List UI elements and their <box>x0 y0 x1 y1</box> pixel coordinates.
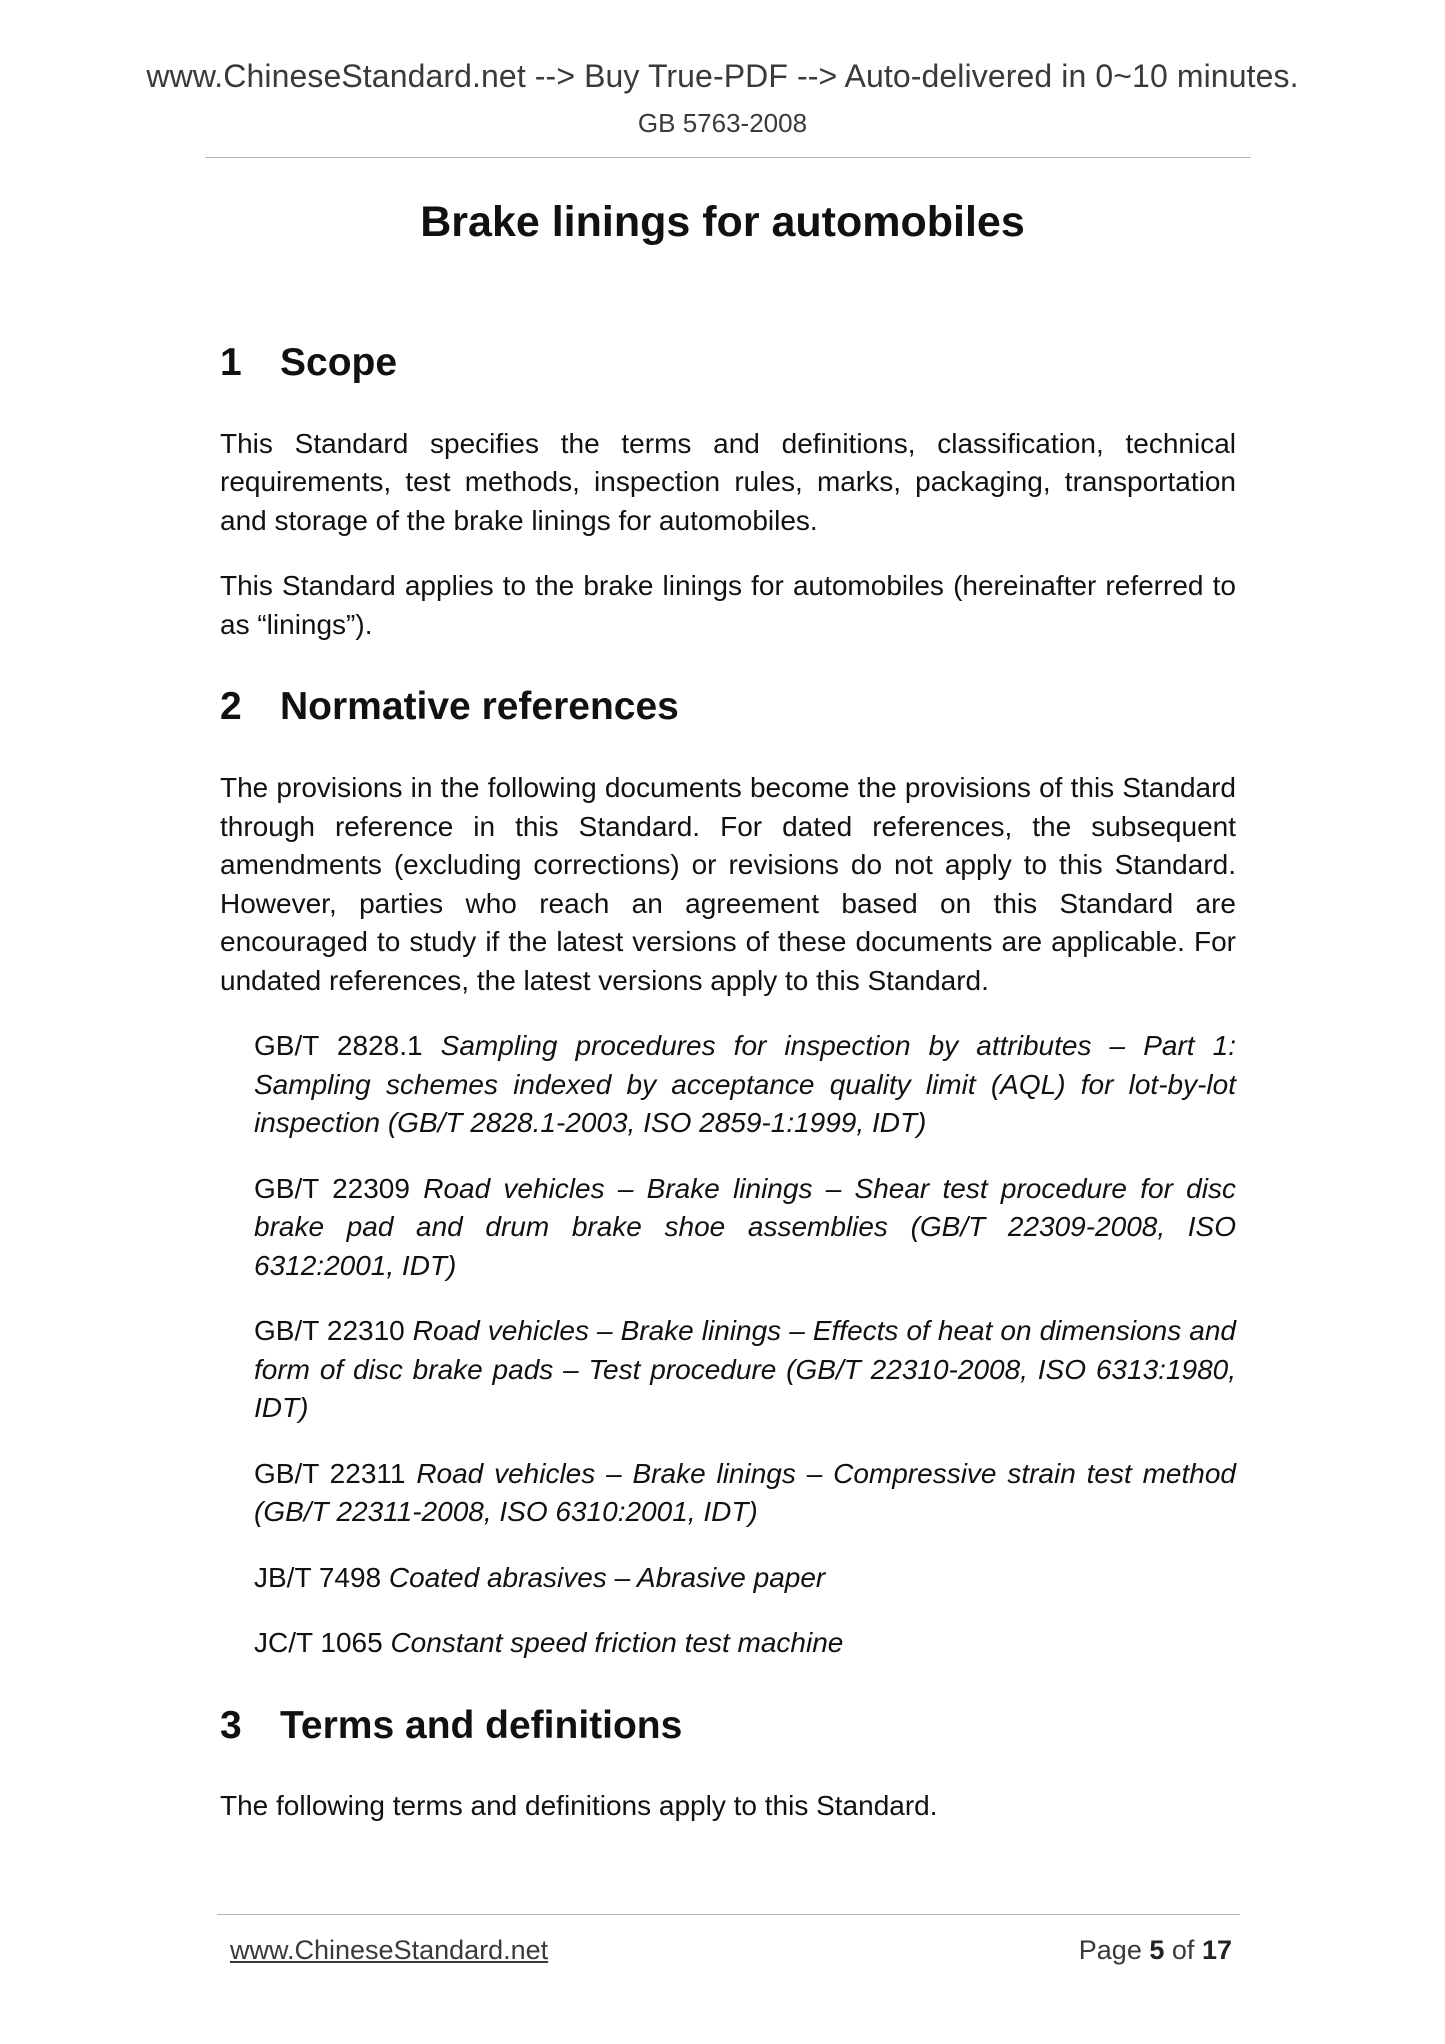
reference-title: Road vehicles – Brake linings – Effects of heat on dimensions and form of disc brake pads – Test procedure (GB/T 22310-2008, ISO 6313:1980, IDT) <box>254 1315 1236 1424</box>
page-current: 5 <box>1149 1935 1165 1965</box>
reference-title: Road vehicles – Brake linings – Compressive strain test method (GB/T 22311-2008, ISO 6310:2001, IDT) <box>254 1457 1236 1528</box>
section-number: 1 <box>220 341 242 384</box>
references-intro-paragraph: The provisions in the following documents become the provisions of this Standard through reference in this Standard. For dated references, the subsequent amendments (excluding corrections) or revisions do not apply to this Standard. However, parties who reach an agreement based on this Standard are encouraged to study if the latest versions of these documents are applicable. For undated references, the latest versions apply to this Standard. <box>220 772 1236 996</box>
header-divider <box>205 157 1251 158</box>
page-total: 17 <box>1201 1935 1232 1965</box>
reference-code: GB/T 2828.1 <box>254 1030 423 1062</box>
reference-item <box>254 1027 1236 1143</box>
reference-code: JB/T 7498 <box>254 1561 382 1593</box>
reference-title: Road vehicles – Brake linings – Shear test procedure for disc brake pad and drum brake shoe assemblies (GB/T 22309-2008, ISO 6312:2001, IDT) <box>254 1172 1236 1281</box>
section-title: Terms and definitions <box>280 1703 683 1747</box>
section-number: 3 <box>220 1703 242 1747</box>
reference-code: GB/T 22311 <box>254 1457 406 1489</box>
header-doc-code: GB 5763-2008 <box>637 108 808 138</box>
reference-item <box>254 1624 1236 1663</box>
document-title: Brake linings for automobiles <box>420 198 1025 246</box>
section-title: Scope <box>280 341 398 384</box>
terms-intro-paragraph: The following terms and definitions apply to this Standard. <box>220 1790 938 1822</box>
footer-divider <box>217 1914 1240 1915</box>
document-body <box>220 340 1236 1826</box>
scope-paragraph-1: This Standard specifies the terms and definitions, classification, technical requirements, test methods, inspection rules, marks, packaging, transportation and storage of the brake linings for automobiles. <box>220 427 1236 536</box>
section-title: Normative references <box>280 685 679 729</box>
reference-item <box>254 1312 1236 1428</box>
reference-item <box>254 1455 1236 1532</box>
reference-title: Sampling procedures for inspection by attributes – Part 1: Sampling schemes indexed by acceptance quality limit (AQL) for lot-by-lot inspection (GB/T 2828.1-2003, ISO 2859-1:1999, IDT) <box>254 1030 1236 1139</box>
section-number: 2 <box>220 685 242 729</box>
reference-code: GB/T 22309 <box>254 1172 410 1204</box>
reference-title: Constant speed friction test machine <box>390 1627 844 1659</box>
footer-website-link[interactable]: www.ChineseStandard.net <box>230 1935 549 1965</box>
reference-code: JC/T 1065 <box>254 1627 383 1659</box>
reference-code: GB/T 22310 <box>254 1315 405 1347</box>
reference-item <box>254 1559 1236 1598</box>
section-2-heading <box>220 684 1236 731</box>
header-banner[interactable]: www.ChineseStandard.net --> Buy True-PDF --> Auto-delivered in 0~10 minutes. <box>146 58 1299 94</box>
scope-paragraph-2: This Standard applies to the brake linings for automobiles (hereinafter referred to as “linings”). <box>220 570 1236 640</box>
section-1-heading <box>220 340 1236 387</box>
section-3-heading <box>220 1703 1236 1750</box>
reference-item <box>254 1170 1236 1286</box>
page-word: Page <box>1078 1935 1142 1965</box>
reference-title: Coated abrasives – Abrasive paper <box>388 1561 826 1593</box>
page-number <box>1079 1935 1232 1966</box>
page-of: of <box>1171 1935 1195 1965</box>
